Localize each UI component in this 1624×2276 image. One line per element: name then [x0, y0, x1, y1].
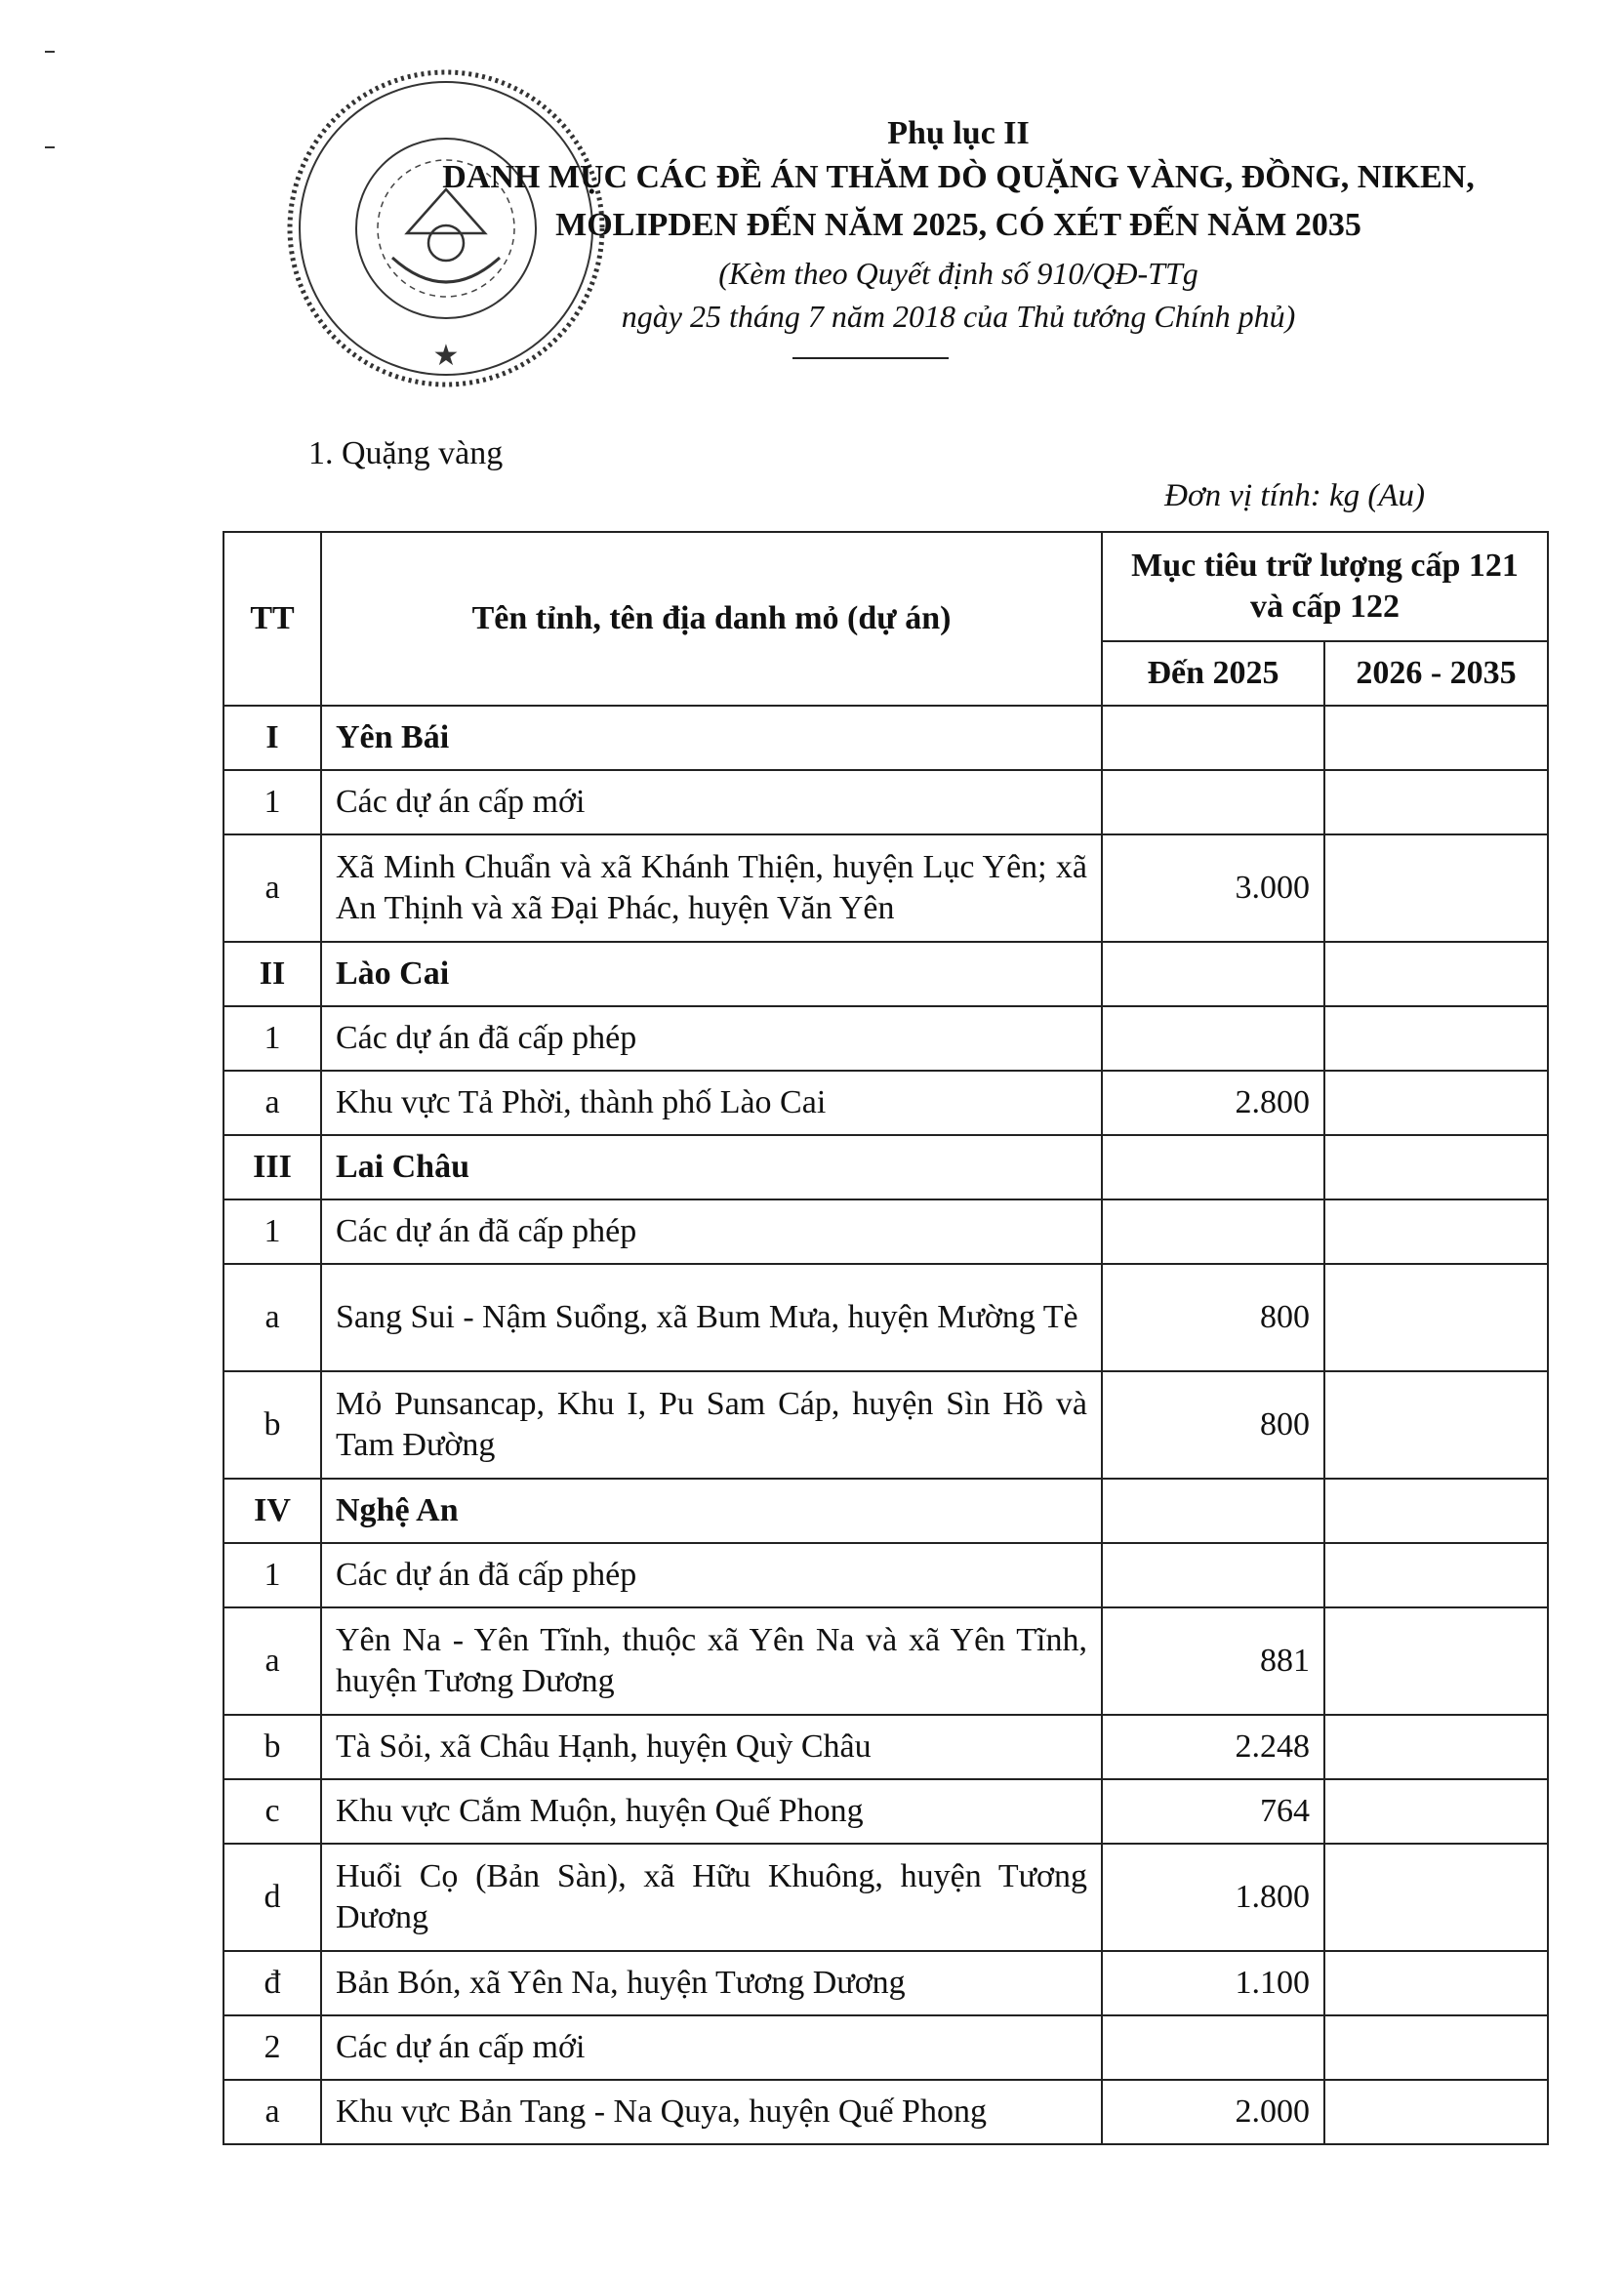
row-number: d [223, 1844, 321, 1951]
target-2026-2035 [1324, 1199, 1548, 1264]
target-2025: 3.000 [1102, 834, 1324, 942]
table-row [223, 834, 1548, 942]
row-number: a [223, 1264, 321, 1371]
target-2025: 2.800 [1102, 1071, 1324, 1135]
target-2025: 881 [1102, 1607, 1324, 1715]
appendix-title: Phụ lục II [887, 115, 1030, 151]
table-row [223, 1607, 1548, 1715]
table-row [223, 942, 1548, 1006]
row-number: b [223, 1715, 321, 1779]
table-row [223, 1371, 1548, 1479]
province-name: Lào Cai [321, 942, 1102, 1006]
project-name: Bản Bón, xã Yên Na, huyện Tương Dương [321, 1951, 1102, 2015]
target-2025 [1102, 2015, 1324, 2080]
project-name: Các dự án đã cấp phép [321, 1543, 1102, 1607]
row-number: đ [223, 1951, 321, 2015]
target-2026-2035 [1324, 1715, 1548, 1779]
title-divider [792, 357, 949, 359]
table-row [223, 1071, 1548, 1135]
target-2025: 1.100 [1102, 1951, 1324, 2015]
table-row [223, 1199, 1548, 1264]
province-name: Yên Bái [321, 706, 1102, 770]
decision-reference-line-1: (Kèm theo Quyết định số 910/QĐ-TTg [718, 256, 1198, 291]
project-name: Sang Sui - Nậm Suổng, xã Bum Mưa, huyện Mường Tè [321, 1264, 1102, 1371]
table-row [223, 1715, 1548, 1779]
table-row [223, 2080, 1548, 2144]
gold-exploration-table [223, 531, 1549, 2145]
table-row [223, 1264, 1548, 1371]
target-2026-2035 [1324, 1779, 1548, 1844]
target-2026-2035 [1324, 1543, 1548, 1607]
row-number: c [223, 1779, 321, 1844]
target-2025: 800 [1102, 1371, 1324, 1479]
target-2026-2035 [1324, 770, 1548, 834]
table-row [223, 1543, 1548, 1607]
target-2026-2035 [1324, 1264, 1548, 1371]
document-title-line-2: MOLIPDEN ĐẾN NĂM 2025, CÓ XÉT ĐẾN NĂM 2035 [555, 207, 1361, 243]
table-row [223, 1779, 1548, 1844]
target-2026-2035 [1324, 1371, 1548, 1479]
project-name: Các dự án đã cấp phép [321, 1006, 1102, 1071]
target-2026-2035 [1324, 1479, 1548, 1543]
target-2026-2035 [1324, 1135, 1548, 1199]
target-2025: 2.248 [1102, 1715, 1324, 1779]
target-2026-2035 [1324, 834, 1548, 942]
project-name: Các dự án cấp mới [321, 2015, 1102, 2080]
row-number: III [223, 1135, 321, 1199]
header-period-2025: Đến 2025 [1102, 641, 1324, 706]
project-name: Khu vực Bản Tang - Na Quya, huyện Quế Phong [321, 2080, 1102, 2144]
row-number: 2 [223, 2015, 321, 2080]
project-name: Các dự án cấp mới [321, 770, 1102, 834]
target-2025: 800 [1102, 1264, 1324, 1371]
target-2026-2035 [1324, 1006, 1548, 1071]
table-row [223, 770, 1548, 834]
target-2025 [1102, 942, 1324, 1006]
table-row [223, 2015, 1548, 2080]
project-name: Mỏ Punsancap, Khu I, Pu Sam Cáp, huyện Sìn Hồ và Tam Đường [321, 1371, 1102, 1479]
row-number: a [223, 2080, 321, 2144]
province-name: Nghệ An [321, 1479, 1102, 1543]
row-number: b [223, 1371, 321, 1479]
row-number: a [223, 834, 321, 942]
unit-note: Đơn vị tính: kg (Au) [1164, 478, 1425, 513]
target-2025 [1102, 770, 1324, 834]
target-2026-2035 [1324, 1607, 1548, 1715]
target-2026-2035 [1324, 2080, 1548, 2144]
header-period-2026-2035: 2026 - 2035 [1324, 641, 1548, 706]
table-row [223, 1006, 1548, 1071]
target-2025: 2.000 [1102, 2080, 1324, 2144]
scan-mark [45, 51, 55, 53]
row-number: 1 [223, 1006, 321, 1071]
row-number: 1 [223, 1199, 321, 1264]
target-2026-2035 [1324, 1844, 1548, 1951]
target-2025 [1102, 1543, 1324, 1607]
table-row [223, 1951, 1548, 2015]
row-number: IV [223, 1479, 321, 1543]
row-number: 1 [223, 1543, 321, 1607]
table-row [223, 1479, 1548, 1543]
target-2025: 764 [1102, 1779, 1324, 1844]
header-tt: TT [223, 532, 321, 706]
target-2025 [1102, 706, 1324, 770]
section-heading: 1. Quặng vàng [308, 435, 504, 471]
row-number: a [223, 1071, 321, 1135]
row-number: a [223, 1607, 321, 1715]
svg-text:★: ★ [432, 340, 460, 372]
header-target: Mục tiêu trữ lượng cấp 121 và cấp 122 [1102, 532, 1548, 641]
target-2026-2035 [1324, 1071, 1548, 1135]
decision-reference-line-2: ngày 25 tháng 7 năm 2018 của Thủ tướng Chính phủ) [621, 299, 1296, 334]
project-name: Yên Na - Yên Tĩnh, thuộc xã Yên Na và xã Yên Tĩnh, huyện Tương Dương [321, 1607, 1102, 1715]
target-2025 [1102, 1135, 1324, 1199]
project-name: Huổi Cọ (Bản Sàn), xã Hữu Khuông, huyện Tương Dương [321, 1844, 1102, 1951]
row-number: I [223, 706, 321, 770]
table-row [223, 706, 1548, 770]
target-2026-2035 [1324, 2015, 1548, 2080]
target-2026-2035 [1324, 942, 1548, 1006]
target-2025: 1.800 [1102, 1844, 1324, 1951]
target-2025 [1102, 1199, 1324, 1264]
table-row [223, 1135, 1548, 1199]
project-name: Tà Sỏi, xã Châu Hạnh, huyện Quỳ Châu [321, 1715, 1102, 1779]
row-number: II [223, 942, 321, 1006]
document-title-line-1: DANH MỤC CÁC ĐỀ ÁN THĂM DÒ QUẶNG VÀNG, ĐỒNG, NIKEN, [442, 159, 1475, 195]
project-name: Khu vực Tả Phời, thành phố Lào Cai [321, 1071, 1102, 1135]
row-number: 1 [223, 770, 321, 834]
target-2025 [1102, 1479, 1324, 1543]
province-name: Lai Châu [321, 1135, 1102, 1199]
header-name: Tên tỉnh, tên địa danh mỏ (dự án) [321, 532, 1102, 706]
project-name: Các dự án đã cấp phép [321, 1199, 1102, 1264]
table-row [223, 1844, 1548, 1951]
project-name: Khu vực Cắm Muộn, huyện Quế Phong [321, 1779, 1102, 1844]
target-2026-2035 [1324, 706, 1548, 770]
target-2025 [1102, 1006, 1324, 1071]
project-name: Xã Minh Chuẩn và xã Khánh Thiện, huyện Lục Yên; xã An Thịnh và xã Đại Phác, huyện Văn Yên [321, 834, 1102, 942]
target-2026-2035 [1324, 1951, 1548, 2015]
